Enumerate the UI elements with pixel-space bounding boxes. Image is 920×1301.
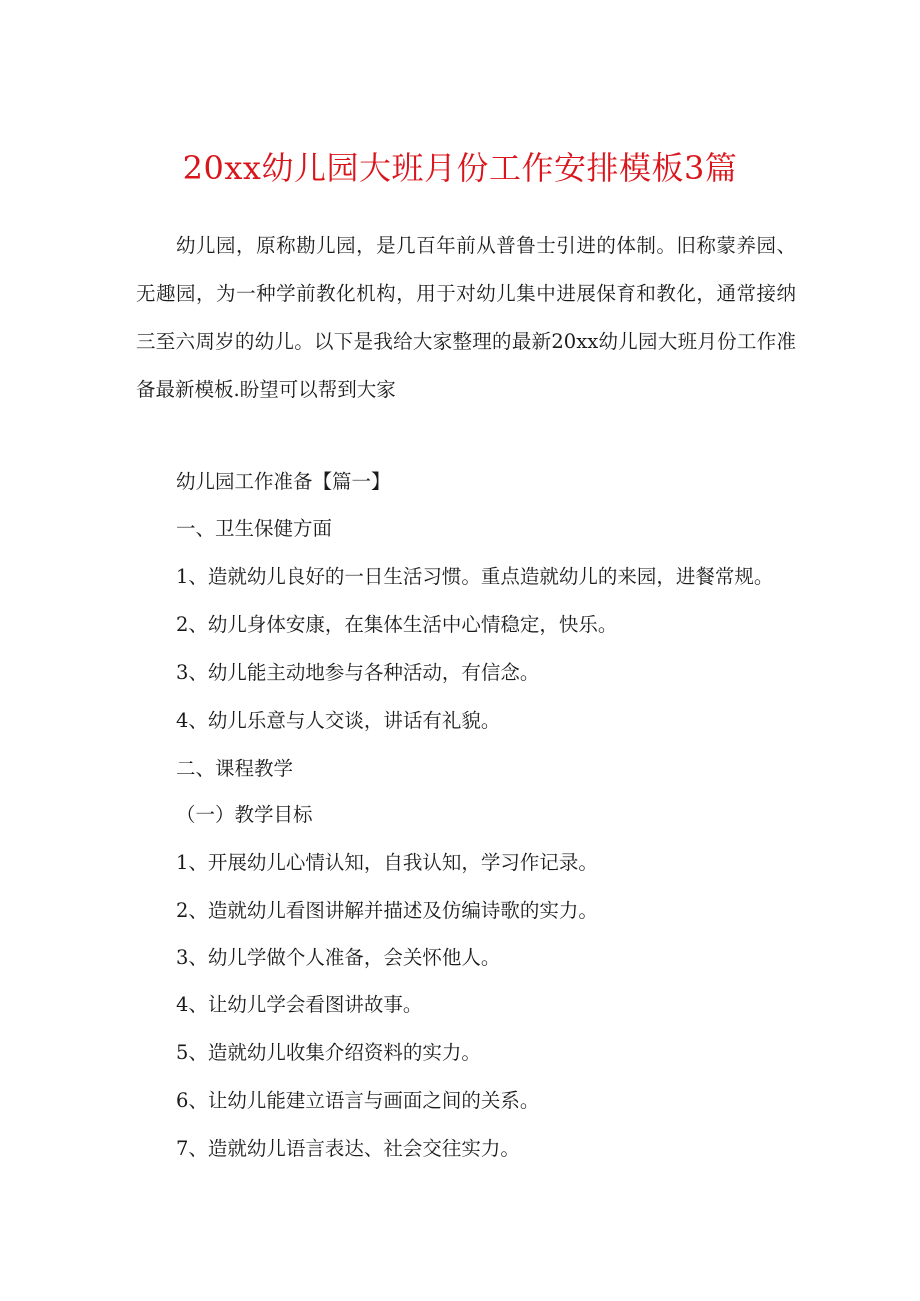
- list-item: 1、造就幼儿良好的一日生活习惯。重点造就幼儿的来园，进餐常规。: [176, 565, 774, 588]
- list-item: 5、造就幼儿收集介绍资料的实力。: [176, 1041, 481, 1064]
- subsection-heading-goals: （一）教学目标: [176, 803, 313, 826]
- list-item: 3、幼儿能主动地参与各种活动，有信念。: [176, 661, 540, 684]
- section-heading-health: 一、卫生保健方面: [176, 517, 333, 540]
- list-item: 4、让幼儿学会看图讲故事。: [176, 993, 423, 1016]
- list-item: 7、造就幼儿语言表达、社会交往实力。: [176, 1137, 520, 1160]
- list-item: 2、造就幼儿看图讲解并描述及仿编诗歌的实力。: [176, 899, 598, 922]
- document-title: 20xx幼儿园大班月份工作安排模板3篇: [182, 149, 738, 187]
- list-item: 1、开展幼儿心情认知，自我认知，学习作记录。: [176, 851, 598, 874]
- intro-paragraph: 幼儿园，原称勘儿园，是几百年前从普鲁士引进的体制。旧称蒙养园、无趣园，为一种学前教化机构，用于对幼儿集中进展保育和教化，通常接纳三至六周岁的幼儿。以下是我给大家整理的最新20xx幼儿园大班月份工作准备最新模板.盼望可以帮到大家: [136, 234, 796, 401]
- list-item: 6、让幼儿能建立语言与画面之间的关系。: [176, 1089, 540, 1112]
- list-item: 2、幼儿身体安康，在集体生活中心情稳定，快乐。: [176, 613, 618, 636]
- list-item: 3、幼儿学做个人准备，会关怀他人。: [176, 946, 501, 969]
- section-heading-curriculum: 二、课程教学: [176, 757, 294, 780]
- section-heading-article-one: 幼儿园工作准备【篇一】: [176, 470, 391, 493]
- list-item: 4、幼儿乐意与人交谈，讲话有礼貌。: [176, 709, 501, 732]
